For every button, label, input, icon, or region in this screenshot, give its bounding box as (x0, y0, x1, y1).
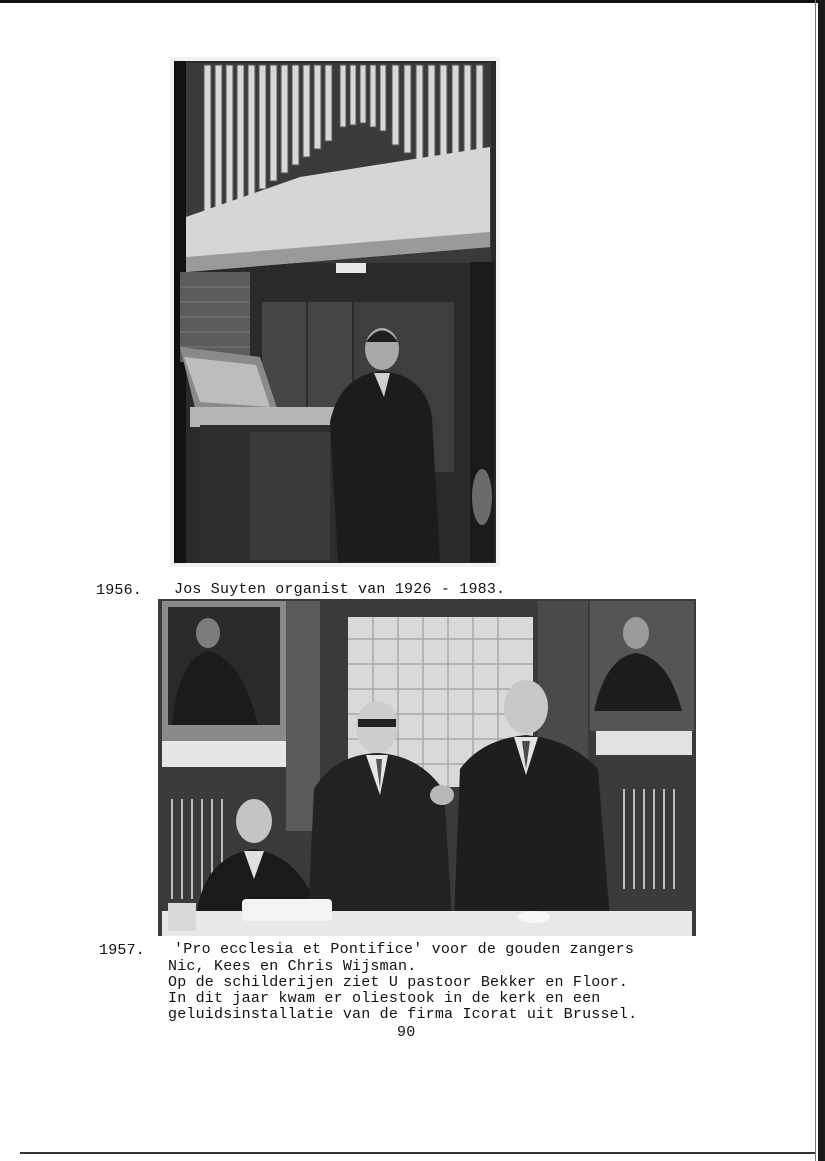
photo-organist (170, 57, 500, 567)
caption-2-line: 'Pro ecclesia et Pontifice' voor de gouden zangers (174, 941, 635, 958)
scan-edge-right (818, 0, 825, 1161)
caption-1-year: 1956. (96, 582, 143, 599)
caption-2-line: In dit jaar kwam er oliestook in de kerk en een (168, 990, 601, 1007)
caption-2-line: Nic, Kees en Chris Wijsman. (168, 958, 417, 975)
caption-1-text: Jos Suyten organist van 1926 - 1983. (174, 581, 506, 598)
caption-2-year: 1957. (99, 942, 146, 959)
scan-edge-bottom (20, 1152, 815, 1154)
caption-2-line: Op de schilderijen ziet U pastoor Bekker en Floor. (168, 974, 629, 991)
photo-singers (158, 599, 696, 936)
page-number: 90 (397, 1024, 416, 1041)
caption-2-line: geluidsinstallatie van de firma Icorat uit Brussel. (168, 1006, 638, 1023)
scan-edge-right-inner (815, 0, 816, 1161)
scan-edge-top (0, 0, 825, 3)
painting-left (162, 601, 286, 741)
painting-right (590, 601, 694, 755)
